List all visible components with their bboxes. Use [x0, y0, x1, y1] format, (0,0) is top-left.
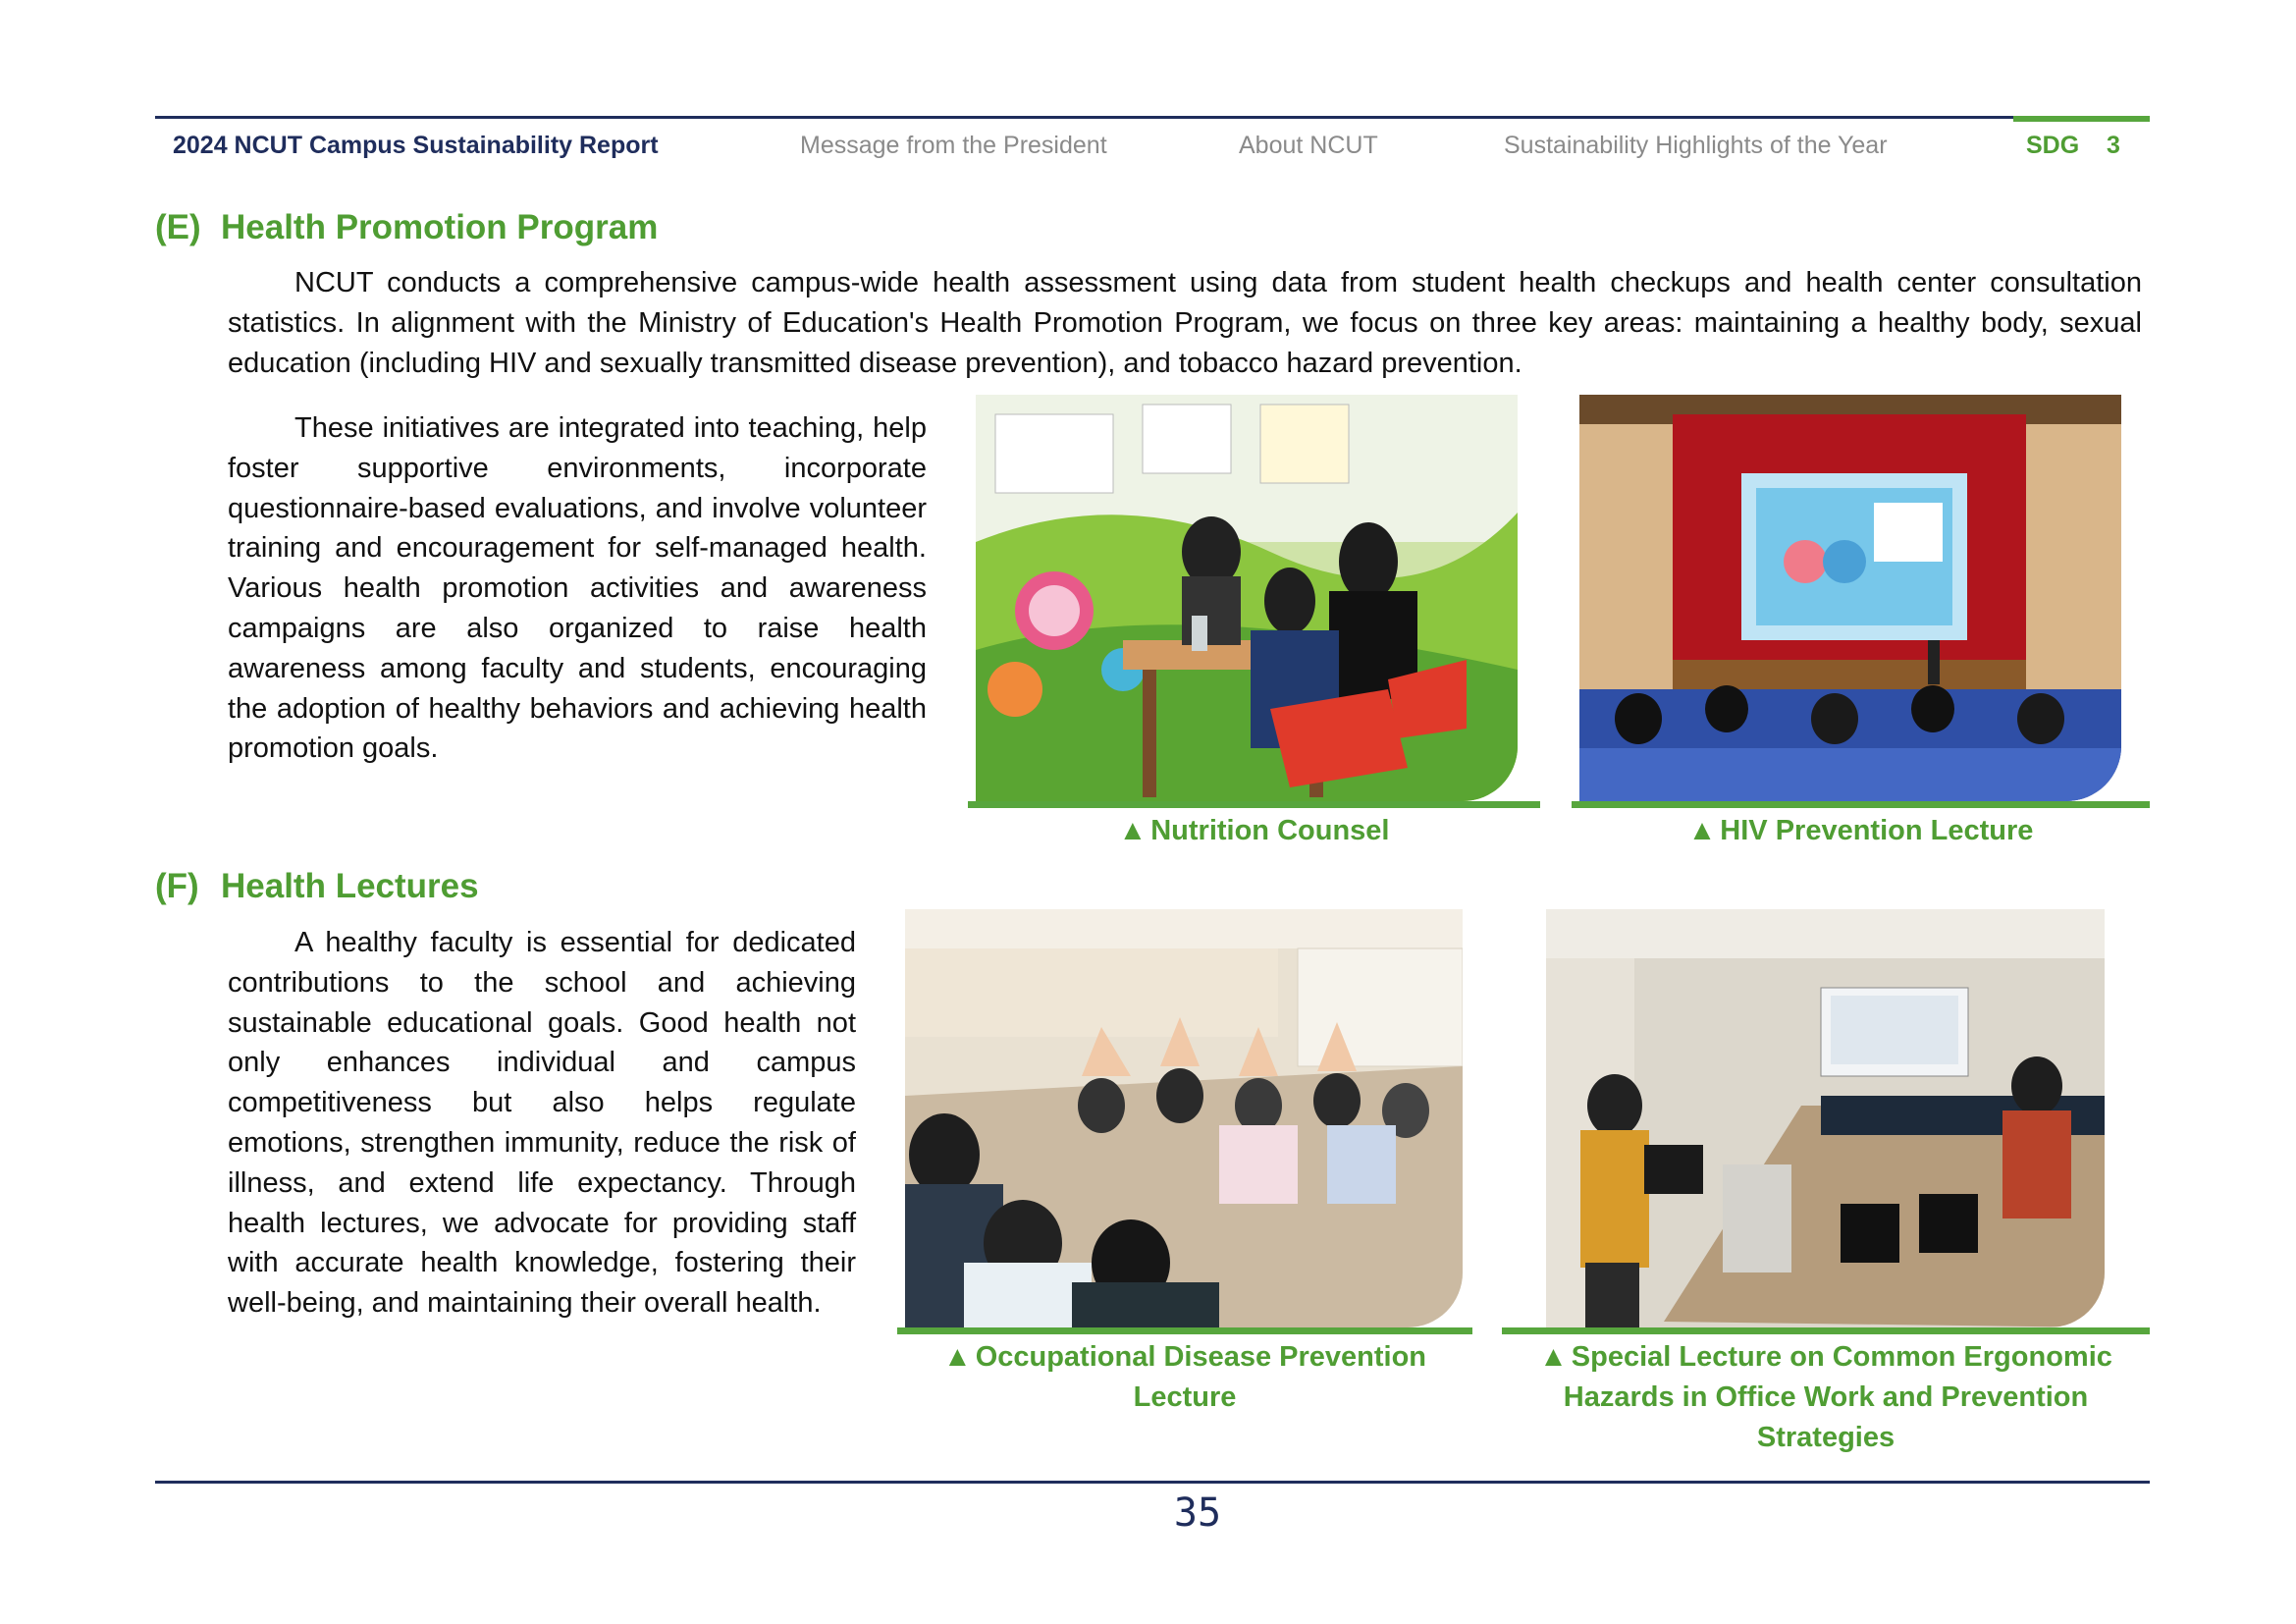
photo-caption-rule — [897, 1327, 1472, 1334]
caption-text: Lecture — [1133, 1381, 1237, 1413]
report-title: 2024 NCUT Campus Sustainability Report — [173, 132, 659, 159]
section-f-body-text: A healthy faculty is essential for dedicated contributions to the school and achieving sustainable educational goals. Good health not only enhances individual and campus competitiveness but also helps regulate emotions, strengthen immunity, reduce the risk of illness, and extend life expectancy. Through health lectures, we advocate for providing staff with accurate health knowledge, fostering their well-being, and maintaining their overall health. — [228, 927, 856, 1320]
page-number: 35 — [1173, 1490, 1222, 1536]
photo-caption-rule — [968, 801, 1540, 808]
nav-link-president-message[interactable]: Message from the President — [800, 132, 1107, 159]
photo-hiv-lecture — [1579, 395, 2121, 801]
caption-text: Strategies — [1756, 1422, 1896, 1453]
triangle-marker-icon: ▲ — [942, 1341, 972, 1373]
nav-link-highlights[interactable]: Sustainability Highlights of the Year — [1504, 132, 1888, 159]
caption-occupational-lecture — [897, 1337, 1472, 1418]
section-f-letter: (F) — [155, 867, 199, 905]
triangle-marker-icon: ▲ — [1539, 1341, 1568, 1373]
header-accent-rule — [2013, 116, 2150, 122]
section-e-title: Health Promotion Program — [221, 208, 659, 246]
nav-link-about[interactable]: About NCUT — [1239, 132, 1378, 159]
caption-text: Occupational Disease Prevention — [975, 1341, 1427, 1373]
section-e-body — [228, 408, 927, 769]
sdg-label: SDG — [2026, 132, 2080, 159]
caption-text: Nutrition Counsel — [1150, 815, 1390, 846]
photo-occupational-lecture — [905, 909, 1463, 1327]
caption-text: Special Lecture on Common Ergonomic — [1571, 1341, 2112, 1373]
photo-nutrition-counsel — [976, 395, 1518, 801]
caption-text: HIV Prevention Lecture — [1720, 815, 2034, 846]
section-e-letter: (E) — [155, 208, 201, 246]
header-rule — [155, 116, 2013, 119]
triangle-marker-icon: ▲ — [1118, 815, 1148, 846]
triangle-marker-icon: ▲ — [1687, 815, 1717, 846]
footer-rule — [155, 1481, 2150, 1484]
section-f-title: Health Lectures — [221, 867, 479, 905]
sdg-number: 3 — [2107, 132, 2120, 159]
photo-caption-rule — [1502, 1327, 2150, 1334]
caption-ergonomic-lecture — [1502, 1337, 2150, 1458]
section-e-intro-text: NCUT conducts a comprehensive campus-wide health assessment using data from student health checkups and health center consultation statistics. In alignment with the Ministry of Education's Health Promotion Program, we focus on three key areas: maintaining a healthy body, sexual education (including HIV and sexually transmitted disease prevention), and tobacco hazard prevention. — [228, 267, 2142, 379]
section-e-body-text: These initiatives are integrated into teaching, help foster supportive environments, incorporate questionnaire-based evaluations, and involve volunteer training and encouragement for self-managed health. Various health promotion activities and awareness campaigns are also organized to raise health awareness among faculty and students, encouraging the adoption of healthy behaviors and achieving health promotion goals. — [228, 412, 927, 765]
section-e-intro — [228, 263, 2142, 383]
section-f-body — [228, 923, 856, 1324]
photo-ergonomic-lecture — [1546, 909, 2105, 1327]
caption-hiv-lecture — [1572, 811, 2150, 851]
caption-text: Hazards in Office Work and Prevention — [1563, 1381, 2089, 1413]
caption-nutrition-counsel — [968, 811, 1540, 851]
photo-caption-rule — [1572, 801, 2150, 808]
